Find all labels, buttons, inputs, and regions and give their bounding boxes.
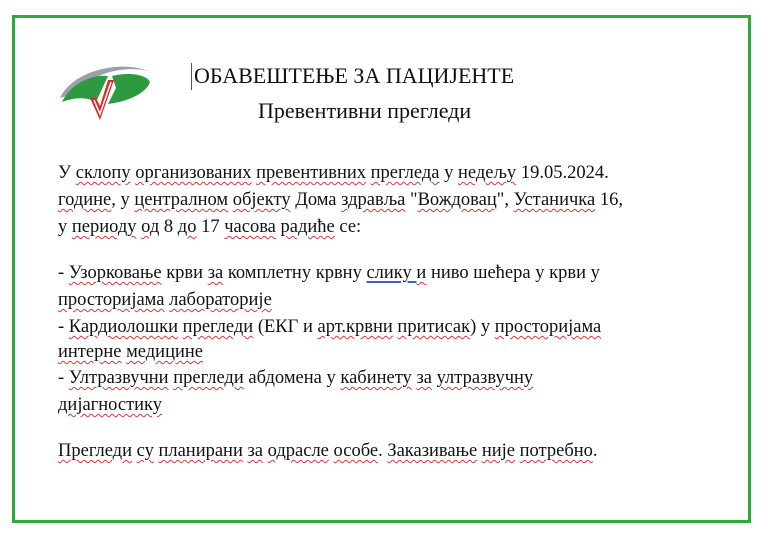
service-item-3: - Ултразвучни прегледи абдомена у кабинету за ултразвучну <box>58 368 534 388</box>
text-cursor <box>191 63 192 90</box>
intro-line-3: у периоду од 8 до 17 часова радиће се: <box>58 217 362 237</box>
service-item-3-continued: дијагностику <box>58 395 163 415</box>
intro-line-1: У склопу организованих превентивних прегледа у недељу 19.05.2024. <box>58 163 609 183</box>
service-item-1-continued: просторијама лабораторије <box>58 290 272 310</box>
page-title: ОБАВЕШТЕЊЕ ЗА ПАЦИЈЕНТЕ <box>194 63 515 88</box>
service-item-1: - Узорковање крви за комплетну крвну слику и ниво шећера у крви у <box>58 263 600 283</box>
service-item-2: - Кардиолошки прегледи (ЕКГ и арт.крвни притисак) у просторијама <box>58 317 602 337</box>
service-item-2-continued: интерне медицине <box>58 342 203 362</box>
health-center-logo-icon <box>56 58 154 124</box>
footer-note: Прегледи су планирани за одрасле особе. Заказивање није потребно. <box>58 441 598 461</box>
intro-line-2: године, у централном објекту Дома здравља "Вождовац", Устаничка 16, <box>58 190 623 210</box>
page-subtitle: Превентивни прегледи <box>258 98 472 123</box>
